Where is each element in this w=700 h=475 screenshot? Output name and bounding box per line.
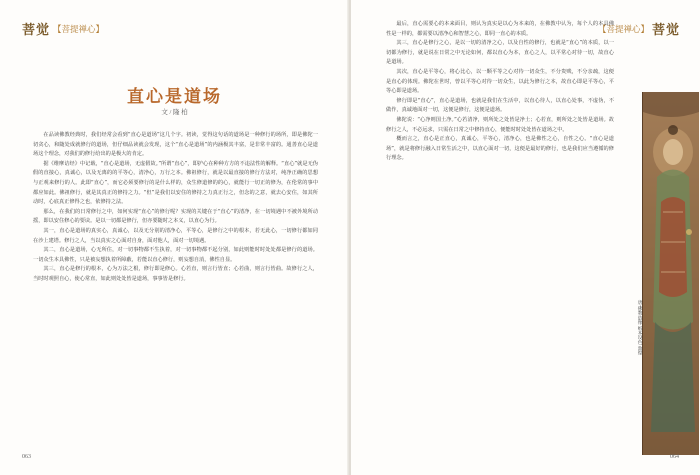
paragraph: 概而言之，直心是正直心，真诚心，平等心，清净心，也是佛性之心，自性之心。“直心是道场”，就是将修行融入日常生活之中，以直心面对一切，这便是最好的修行，也是我们应当遵循的修行理念。 [386,136,614,162]
paragraph: 那么，在我们的日常修行之中，如何实现“直心”的修行呢？实现的关键在于“直心”的清净，在一切境遇中不被外境所动摇，即以安住修心的要诀。是以一切都是修行，但亦要随时之本义，以直心为行。 [33,208,318,225]
paragraph: 佛陀说：“心净则国土净。”心若清净，则所处之处皆是净土；心若直，则所处之处皆是道场。故修行之人，不必远求，只需在日常之中修持直心，便能时时处处皆在道场之中。 [386,116,614,133]
paragraph: 其一，直心是道场的真实心，真诚心，以及无分别的清净心，平等心，是修行之中的根本，若无此心，一切修行都如同在沙上建塔。修行之人，当以真实之心面对自身，面对他人，面对一切境遇。 [33,227,318,244]
paragraph: 其三，直心是修行的根本，心为万法之根，修行即是修心。心若直，则言行皆直；心若曲，则言行皆曲。故修行之人，当时时观照自心，使心常直，如此则处处皆是道场，事事皆是修行。 [33,266,318,282]
paragraph: 据《维摩诘经》中记载，“直心是道场，无虚假故。”所谓“直心”，即护心在种种方方的不违法性的解释。“直心”就是无伪假的直接心，真诚心，以及无离的的平等心，清净心，万行之本。佛祖修行，就是以最直接的修行方法对，纯净正确的思想与正观来修行的人。此即“直心”，而它必须要修行的是什么样的，众生修道修的的心，就能行一切正的修为，在伦常的事中都应如此。佛祖修行，就是其真正的修持之力。“但”是我们以安住的修持之力真正行之，但念的之意，就去心安住，如其所动时，心底真正修得之也，依修持之法。 [33,160,318,206]
paragraph: 在品读佛教经典时，我们经常会看到“直心是道场”这几个字。初读，觉得这句话的道场是一种修行的场所，即是佛陀一切贪心，和随处成就修行的道场，但仔细品读就会发现，这个“直心是道场”的内涵极其丰富，是非常丰富的。通善直心是道场这个理念，对我们的修行给出的是极大的肯定。 [33,132,318,158]
author-byline: 文 / 隆 柏 [161,109,188,116]
buddhist-painting-image [642,92,699,455]
brand-logo: 菩觉 [651,23,680,38]
left-page [0,0,349,475]
section-tag: 【菩提禅心】 [53,24,105,35]
article-body-right [386,20,614,164]
paragraph: 最后，直心需要心的本来面目，则认为真实是以心为本来的，在佛教中认为，每个人的本具佛性是一样的，都需要以清净心和智慧之心，即同一直心的本质。 [386,21,614,37]
paragraph: 其次，直心是平等心，将心比心，以一颗平等之心对待一切众生，不分贵贱，不分亲疏，这便是直心的体现。佛陀在世时，曾以平等心对待一切众生，以此为修行之本，故直心即是平等心，平等心即是道场。 [386,68,614,95]
painting-figure-icon [643,92,699,455]
section-tag: 【菩提禅心】 [597,24,649,35]
page-number-right: 064 [670,454,679,460]
article-body-left [33,131,318,285]
paragraph: 修行即是“直心”，直心是道场，也就是我们在生活中，以直心待人，以直心处事，不虚伪，不做作，真诚地面对一切，这便是修行，这便是道场。 [386,97,614,114]
running-head-left [22,19,104,38]
page-number-left: 063 [22,454,31,460]
paragraph: 其三，直心是修行之心，是以一切的清净之心，以及自性的修行，也就是“直心”的本质，以一切都为修行，就是说在日常之中无论如何，都以直心为本，直心之人，以平常心对待一切，故直心是道场。 [386,40,614,66]
right-page [351,0,700,475]
image-caption: 唐·佛教造像 纸本设色 敦煌 [637,300,642,355]
article-title: 直心是道场 [127,87,222,107]
brand-logo: 菩觉 [22,23,51,38]
paragraph: 其二，直心是道场，心无所住，对一切事物都不生执着，对一切事物都不起分别，如此则能时时处处都是修行的道场。一切众生本具佛性，只是被妄想执着所障蔽，若能以直心修行，则妄想自消，佛性自显。 [33,247,318,263]
